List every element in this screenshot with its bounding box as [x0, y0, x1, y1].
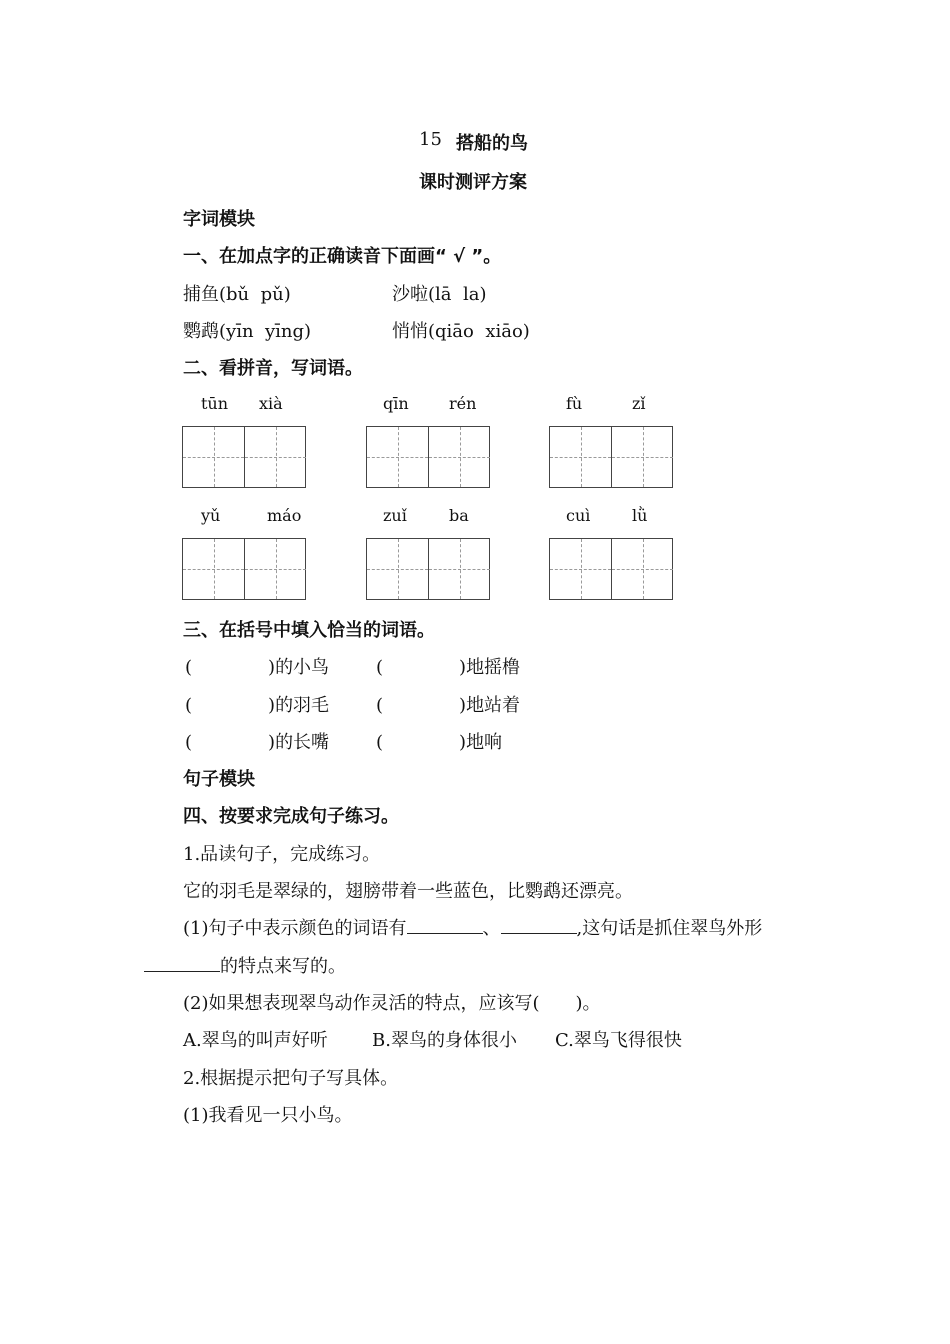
q1-word: 沙啦	[392, 284, 428, 305]
pinyin-label: fù	[566, 394, 583, 413]
section-heading-words: 字词模块	[183, 209, 255, 230]
open-paren: (	[185, 732, 193, 753]
page-subtitle: 课时测评方案	[419, 172, 527, 193]
question-1-title: 一、在加点字的正确读音下面画“ √ ”。	[183, 246, 502, 267]
close-paren: )	[459, 695, 467, 716]
writing-grid[interactable]	[549, 538, 673, 600]
open-paren: (	[185, 695, 193, 716]
fill-item[interactable]	[185, 728, 329, 754]
subquestion-2-part-1: (1)我看见一只小鸟。	[183, 1105, 353, 1126]
q1-item	[183, 280, 291, 306]
writing-grid[interactable]	[366, 538, 490, 600]
question-4-title: 四、按要求完成句子练习。	[183, 806, 399, 827]
pinyin-label: zǐ	[632, 394, 646, 413]
close-paren: )	[459, 732, 467, 753]
pinyin-label: cuì	[566, 506, 591, 525]
fill-item-text: 地摇橹	[466, 657, 521, 678]
q1-word: 悄悄	[392, 321, 428, 342]
lesson-title: 搭船的鸟	[456, 133, 528, 154]
separator: 、	[482, 918, 501, 939]
pinyin-label: tūn	[201, 394, 229, 413]
fill-item[interactable]	[376, 691, 520, 717]
fill-item-text: 地站着	[466, 695, 521, 716]
writing-grid[interactable]	[549, 426, 673, 488]
answer-blank[interactable]	[144, 957, 220, 972]
writing-grid[interactable]	[366, 426, 490, 488]
answer-blank[interactable]	[501, 919, 577, 934]
q1-item	[392, 280, 486, 306]
fill-item[interactable]	[376, 653, 520, 679]
writing-grid[interactable]	[182, 538, 306, 600]
pinyin-label: lǜ	[632, 506, 648, 525]
close-paren: )	[268, 732, 276, 753]
pinyin-label: máo	[267, 506, 302, 525]
q1-item	[392, 317, 530, 343]
open-paren: (	[376, 695, 384, 716]
pinyin-label: ba	[449, 506, 469, 525]
fill-item-text: 的小鸟	[275, 657, 330, 678]
prompt-text: 的特点来写的。	[220, 956, 346, 977]
q1-options: (qiāo xiāo)	[428, 321, 530, 342]
fill-item[interactable]	[185, 653, 329, 679]
quoted-sentence: 它的羽毛是翠绿的，翅膀带着一些蓝色，比鹦鹉还漂亮。	[183, 881, 633, 902]
question-2-title: 二、看拼音，写词语。	[183, 358, 363, 379]
writing-grid[interactable]	[182, 426, 306, 488]
fill-item[interactable]	[376, 728, 502, 754]
subquestion-1-part-1-cont	[144, 952, 346, 978]
section-heading-sentences: 句子模块	[183, 769, 255, 790]
pinyin-label: rén	[449, 394, 477, 413]
q1-word: 鹦鹉	[183, 321, 219, 342]
lesson-number: 15	[419, 129, 442, 150]
close-paren: )	[459, 657, 467, 678]
choice-option-a[interactable]: A.翠鸟的叫声好听	[183, 1030, 328, 1051]
choice-option-b[interactable]: B.翠鸟的身体很小	[372, 1030, 517, 1051]
fill-item[interactable]	[185, 691, 329, 717]
subquestion-1-part-1	[183, 914, 762, 940]
answer-blank[interactable]	[407, 919, 483, 934]
subquestion-2-title: 2.根据提示把句子写具体。	[183, 1068, 399, 1089]
pinyin-label: yǔ	[201, 506, 221, 525]
pinyin-label: qīn	[383, 394, 409, 413]
prompt-text: (1)句子中表示颜色的词语有	[183, 918, 407, 939]
pinyin-label: xià	[259, 394, 283, 413]
prompt-text: ,这句话是抓住翠鸟外形	[576, 918, 763, 939]
close-paren: )	[268, 695, 276, 716]
open-paren: (	[185, 657, 193, 678]
question-3-title: 三、在括号中填入恰当的词语。	[183, 620, 435, 641]
choice-option-c[interactable]: C.翠鸟飞得很快	[555, 1030, 682, 1051]
pinyin-label: zuǐ	[383, 506, 407, 525]
close-paren: )	[268, 657, 276, 678]
subquestion-1-part-2: (2)如果想表现翠鸟动作灵活的特点，应该写( )。	[183, 993, 601, 1014]
open-paren: (	[376, 732, 384, 753]
fill-item-text: 地响	[466, 732, 503, 753]
q1-options: (lā la)	[428, 284, 487, 305]
q1-options: (bǔ pǔ)	[219, 284, 291, 305]
fill-item-text: 的长嘴	[275, 732, 330, 753]
q1-item	[183, 317, 311, 343]
subquestion-1-title: 1.品读句子，完成练习。	[183, 844, 381, 865]
q1-options: (yīn yīng)	[219, 321, 312, 342]
open-paren: (	[376, 657, 384, 678]
fill-item-text: 的羽毛	[275, 695, 330, 716]
q1-word: 捕鱼	[183, 284, 219, 305]
